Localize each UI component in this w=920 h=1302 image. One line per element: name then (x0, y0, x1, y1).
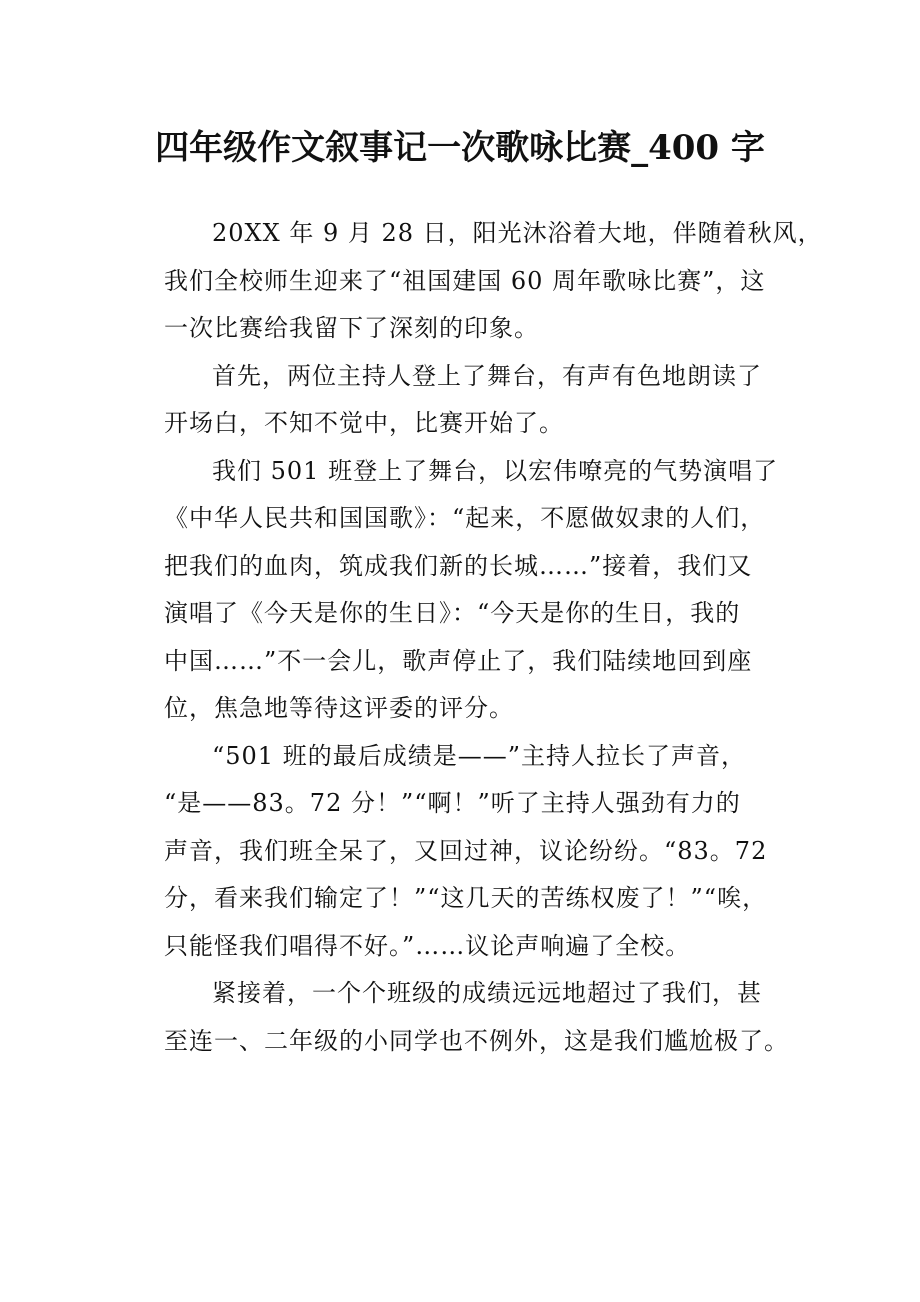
paragraph-line: “501 班的最后成绩是——”主持人拉长了声音， (212, 741, 746, 770)
document-title: 四年级作文叙事记一次歌咏比赛_400 字 (155, 128, 765, 168)
paragraph-5 (164, 970, 789, 1065)
paragraph-line: 演唱了《今天是你的生日》：“今天是你的生日，我的 (164, 599, 741, 627)
paragraph-line: 一次比赛给我留下了深刻的印象。 (164, 314, 539, 342)
paragraph-1 (164, 210, 823, 353)
paragraph-line: 紧接着，一个个班级的成绩远远地超过了我们，甚 (212, 979, 762, 1007)
paragraph-line: 我们全校师生迎来了“祖国建国 60 周年歌咏比赛”，这 (164, 266, 766, 295)
paragraph-line: 只能怪我们唱得不好。”……议论声响遍了全校。 (164, 931, 691, 960)
paragraph-line: 把我们的血肉，筑成我们新的长城……”接着，我们又 (164, 551, 753, 580)
paragraph-3 (164, 448, 779, 733)
paragraph-2 (164, 353, 770, 448)
paragraph-line: 首先，两位主持人登上了舞台，有声有色地朗读了 (212, 361, 762, 390)
paragraph-line: 20XX 年 9 月 28 日，阳光沐浴着大地，伴随着秋风， (212, 219, 823, 247)
paragraph-line: 《中华人民共和国国歌》：“起来，不愿做奴隶的人们， (164, 504, 766, 532)
paragraph-4 (164, 733, 770, 971)
document-body (164, 210, 823, 1065)
paragraph-line: 位，焦急地等待这评委的评分。 (164, 694, 514, 722)
paragraph-line: 中国……”不一会儿，歌声停止了，我们陆续地回到座 (164, 646, 753, 675)
paragraph-line: 我们 501 班登上了舞台，以宏伟嘹亮的气势演唱了 (212, 456, 779, 485)
paragraph-line: 分，看来我们输定了！”“这几天的苦练权废了！”“唉， (164, 884, 768, 912)
paragraph-line: “是——83。72 分！”“啊！”听了主持人强劲有力的 (164, 789, 741, 817)
paragraph-line: 声音，我们班全呆了，又回过神，议论纷纷。“83。72 (164, 836, 768, 865)
paragraph-line: 至连一、二年级的小同学也不例外，这是我们尴尬极了。 (164, 1026, 789, 1055)
paragraph-line: 开场白，不知不觉中，比赛开始了。 (164, 409, 564, 437)
